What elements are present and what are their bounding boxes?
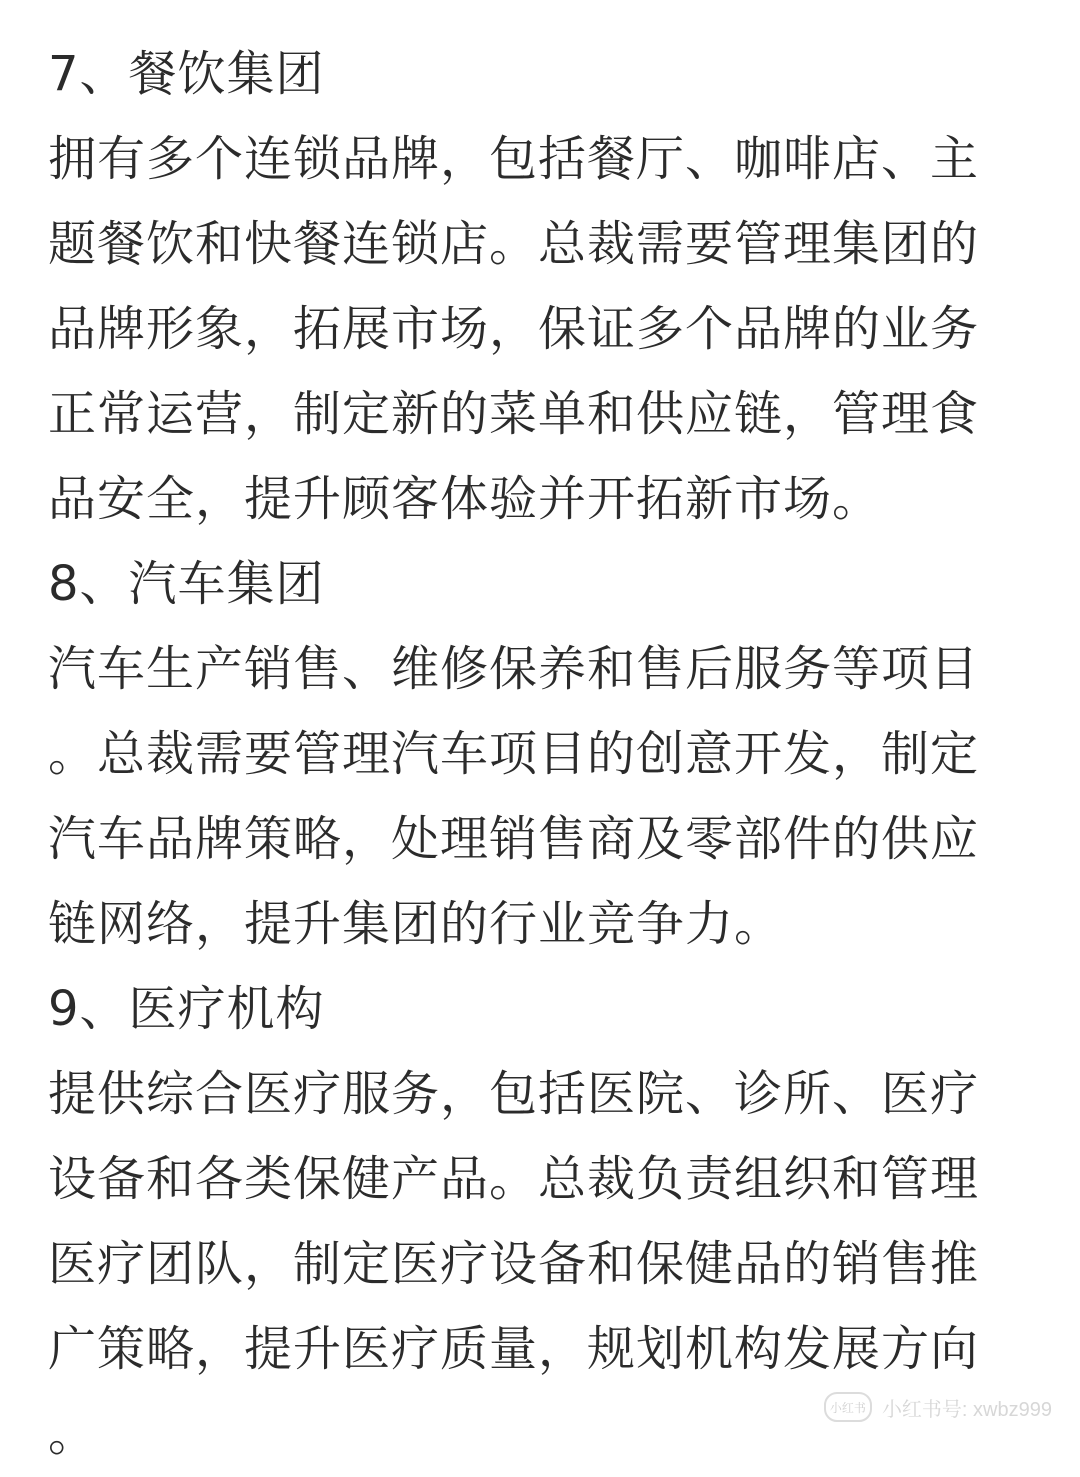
paragraph-line: 设备和各类保健产品。总裁负责组织和管理 [48, 1151, 980, 1207]
paragraph-line: 汽车生产销售、维修保养和售后服务等项目 [48, 641, 980, 697]
paragraph-line: 拥有多个连锁品牌，包括餐厅、咖啡店、主 [48, 131, 980, 187]
paragraph-line: 广策略，提升医疗质量，规划机构发展方向 [48, 1321, 980, 1377]
paragraph-line: 品牌形象，拓展市场，保证多个品牌的业务 [48, 301, 980, 357]
paragraph-line: 。总裁需要管理汽车项目的创意开发，制定 [48, 726, 980, 782]
watermark-text: 小红书号: xwbz999 [881, 1398, 1052, 1421]
paragraph-line: 。 [48, 1406, 98, 1462]
section-heading: 8、汽车集团 [48, 556, 325, 612]
xiaohongshu-logo-icon: 小红书 [824, 1392, 872, 1422]
section-heading: 9、医疗机构 [48, 981, 325, 1037]
section-heading: 7、餐饮集团 [48, 46, 325, 102]
paragraph-line: 正常运营，制定新的菜单和供应链，管理食 [48, 386, 980, 442]
article-body [48, 32, 1032, 1477]
paragraph-line: 链网络，提升集团的行业竞争力。 [48, 896, 784, 952]
paragraph-line: 题餐饮和快餐连锁店。总裁需要管理集团的 [48, 216, 980, 272]
paragraph-line: 汽车品牌策略，处理销售商及零部件的供应 [48, 811, 980, 867]
paragraph-line: 提供综合医疗服务，包括医院、诊所、医疗 [48, 1066, 980, 1122]
paragraph-line: 医疗团队，制定医疗设备和保健品的销售推 [48, 1236, 980, 1292]
watermark [824, 1392, 1052, 1422]
paragraph-line: 品安全，提升顾客体验并开拓新市场。 [48, 471, 882, 527]
